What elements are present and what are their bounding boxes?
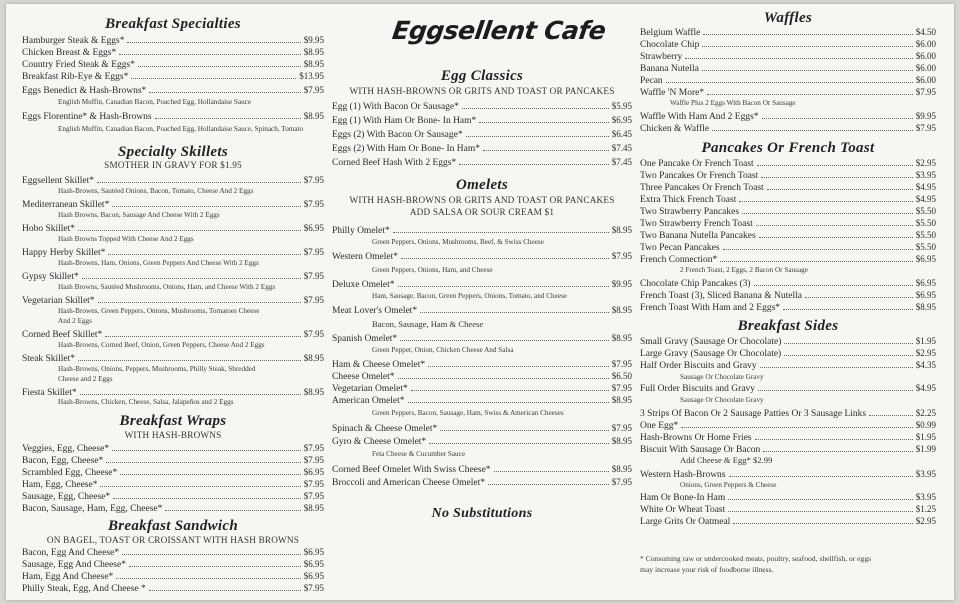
menu-item: Bacon, Egg And Cheese* $6.95	[22, 547, 324, 558]
menu-item: Two Banana Nutella Pancakes $5.50	[640, 230, 936, 241]
item-description: Hash-Browns, Chicken, Cheese, Salsa, Jalapeños and 2 Eggs	[58, 398, 234, 406]
item-description: 2 French Toast, 2 Eggs, 2 Bacon Or Sausage	[680, 266, 808, 274]
menu-item: Large Grits Or Oatmeal $2.95	[640, 516, 936, 527]
menu-item: Eggs Florentine* & Hash-Browns $8.95	[22, 111, 324, 122]
menu-item: White Or Wheat Toast $1.25	[640, 504, 936, 515]
menu-item: 3 Strips Of Bacon Or 2 Sausage Patties Or 3 Sausage Links $2.25	[640, 408, 936, 419]
menu-item: Eggs (2) With Ham Or Bone- In Ham* $7.45	[332, 143, 632, 154]
item-description: Hash-Browns, Sautéed Onions, Bacon, Tomato, Cheese And 2 Eggs	[58, 187, 254, 195]
menu-item: Pecan $6.00	[640, 75, 936, 86]
menu-item: Eggs (2) With Bacon Or Sausage* $6.45	[332, 129, 632, 140]
menu-item: Two Strawberry French Toast $5.50	[640, 218, 936, 229]
item-description: Ham, Sausage, Bacon, Green Peppers, Onions, Tomato, and Cheese	[372, 292, 567, 300]
menu-item: French Toast (3), Sliced Banana & Nutella $6.95	[640, 290, 936, 301]
item-description: English Muffin, Canadian Bacon, Poached Egg, Hollandaise Sauce	[58, 98, 252, 106]
section-subtitle: ADD SALSA OR SOUR CREAM $1	[409, 207, 555, 217]
item-description: Hash-Browns, Corned Beef, Onion, Green Peppers, Cheese And 2 Eggs	[58, 341, 265, 349]
item-description: Hash-Browns, Ham, Onions, Green Peppers And Cheese With 2 Eggs	[58, 259, 259, 267]
menu-item: Spanish Omelet* $8.95	[332, 333, 632, 344]
item-description: Green Peppers, Bacon, Sausage, Ham, Swiss & American Cheeses	[372, 409, 564, 417]
section-subtitle: WITH HASH-BROWNS	[124, 430, 222, 440]
menu-item: Eggsellent Skillet* $7.95	[22, 175, 324, 186]
item-description: And 2 Eggs	[58, 317, 92, 325]
menu-item: Ham, Egg And Cheese* $6.95	[22, 571, 324, 582]
menu-item: Belgium Waffle $4.50	[640, 27, 936, 38]
section-title-breakfast-wraps: Breakfast Wraps	[119, 413, 227, 429]
menu-item: Deluxe Omelet* $9.95	[332, 279, 632, 290]
item-description: English Muffin, Canadian Bacon, Poached Egg, Hollandaise Sauce, Spinach, Tomato	[58, 125, 304, 133]
item-description: Hash Browns, Sautéed Mushrooms, Onions, Ham, and Cheese With 2 Eggs	[58, 283, 276, 291]
item-description: Hash-Browns, Onions, Peppers, Mushrooms, Philly Steak, Shredded	[58, 365, 256, 373]
item-description: Sausage Or Chocolate Gravy	[680, 373, 764, 381]
menu-item: Fiesta Skillet* $8.95	[22, 387, 324, 398]
section-title-omelets: Omelets	[455, 177, 509, 193]
menu-item: Waffle With Ham And 2 Eggs* $9.95	[640, 111, 936, 122]
menu-item: Chocolate Chip $6.00	[640, 39, 936, 50]
menu-item: Waffle 'N More* $7.95	[640, 87, 936, 98]
menu-item: French Toast With Ham and 2 Eggs* $8.95	[640, 302, 936, 313]
section-subtitle: WITH HASH-BROWNS OR GRITS AND TOAST OR PANCAKES	[349, 195, 615, 205]
menu-item: Corned Beef Hash With 2 Eggs* $7.45	[332, 157, 632, 168]
menu-item: Two Strawberry Pancakes $5.50	[640, 206, 936, 217]
menu-item: Vegetarian Skillet* $7.95	[22, 295, 324, 306]
menu-item: Extra Thick French Toast $4.95	[640, 194, 936, 205]
menu-item: Egg (1) With Ham Or Bone- In Ham* $6.95	[332, 115, 632, 126]
menu-item: Two Pancakes Or French Toast $3.95	[640, 170, 936, 181]
menu-item: Strawberry $6.00	[640, 51, 936, 62]
menu-item: Western Hash-Browns $3.95	[640, 469, 936, 480]
menu-item: Chicken & Waffle $7.95	[640, 123, 936, 134]
disclaimer-line-2: may increase your risk of foodborne illness.	[640, 565, 774, 574]
menu-item: Vegetarian Omelet* $7.95	[332, 383, 632, 394]
menu-item: Cheese Omelet* $6.50	[332, 371, 632, 382]
disclaimer-line-1: * Consuming raw or undercooked meats, poultry, seafood, shellfish, or eggs	[640, 554, 872, 563]
menu-item: Small Gravy (Sausage Or Chocolate) $1.95	[640, 336, 936, 347]
item-description: Green Peppers, Onions, Ham, and Cheese	[372, 266, 493, 274]
section-title-breakfast-sandwich: Breakfast Sandwich	[107, 518, 238, 534]
menu-item: Eggs Benedict & Hash-Browns* $7.95	[22, 85, 324, 96]
menu-item: Biscuit With Sausage Or Bacon $1.99	[640, 444, 936, 455]
menu-item: One Pancake Or French Toast $2.95	[640, 158, 936, 169]
item-description: Green Peppers, Onions, Mushrooms, Beef, & Swiss Cheese	[372, 238, 544, 246]
item-description: Onions, Green Peppers & Cheese	[680, 481, 777, 489]
menu-item: Hobo Skillet* $6.95	[22, 223, 324, 234]
menu-item: Egg (1) With Bacon Or Sausage* $5.95	[332, 101, 632, 112]
menu-item: American Omelet* $8.95	[332, 395, 632, 406]
menu-item: Corned Beef Omelet With Swiss Cheese* $8.95	[332, 464, 632, 475]
section-subtitle: WITH HASH-BROWNS OR GRITS AND TOAST OR PANCAKES	[349, 86, 615, 96]
menu-item: Gyro & Cheese Omelet* $8.95	[332, 436, 632, 447]
menu-item: Sausage, Egg And Cheese* $6.95	[22, 559, 324, 570]
menu-item: Philly Omelet* $8.95	[332, 225, 632, 236]
menu-item: Western Omelet* $7.95	[332, 251, 632, 262]
menu-item: Banana Nutella $6.00	[640, 63, 936, 74]
menu-item: Bacon, Sausage, Ham, Egg, Cheese* $8.95	[22, 503, 324, 514]
menu-item: Sausage, Egg, Cheese* $7.95	[22, 491, 324, 502]
menu-item: Ham, Egg, Cheese* $7.95	[22, 479, 324, 490]
menu-item: Broccoli and American Cheese Omelet* $7.95	[332, 477, 632, 488]
menu-item: Scrambled Egg, Cheese* $6.95	[22, 467, 324, 478]
menu-item: Two Pecan Pancakes $5.50	[640, 242, 936, 253]
section-title-pancakes-french-toast: Pancakes Or French Toast	[701, 140, 875, 156]
section-title-breakfast-sides: Breakfast Sides	[737, 318, 839, 334]
menu-item: Mediterranean Skillet* $7.95	[22, 199, 324, 210]
menu-item: Breakfast Rib-Eye & Eggs* $13.95	[22, 71, 324, 82]
item-description: Hash Browns Topped With Cheese And 2 Eggs	[58, 235, 194, 243]
menu-item: Country Fried Steak & Eggs* $8.95	[22, 59, 324, 70]
no-substitutions-note: No Substitutions	[431, 506, 533, 521]
menu-item: One Egg* $0.99	[640, 420, 936, 431]
item-description: Add Cheese & Egg* $2.99	[680, 455, 773, 465]
section-subtitle: ON BAGEL, TOAST OR CROISSANT WITH HASH BROWNS	[46, 535, 300, 545]
section-title-egg-classics: Egg Classics	[440, 68, 524, 84]
menu-item: Ham Or Bone-In Ham $3.95	[640, 492, 936, 503]
item-description: Hash Browns, Bacon, Sausage And Cheese With 2 Eggs	[58, 211, 220, 219]
menu-item: Bacon, Egg, Cheese* $7.95	[22, 455, 324, 466]
menu-item: Full Order Biscuits and Gravy $4.95	[640, 383, 936, 394]
menu-item: French Connection* $6.95	[640, 254, 936, 265]
menu-item: Gypsy Skillet* $7.95	[22, 271, 324, 282]
menu-item: Steak Skillet* $8.95	[22, 353, 324, 364]
menu-item: Half Order Biscuits and Gravy $4.35	[640, 360, 936, 371]
menu-item: Veggies, Egg, Cheese* $7.95	[22, 443, 324, 454]
menu-item: Hamburger Steak & Eggs* $9.95	[22, 35, 324, 46]
menu-item: Three Pancakes Or French Toast $4.95	[640, 182, 936, 193]
cafe-logo-title: Eggsellent Cafe	[390, 16, 608, 45]
menu-item: Spinach & Cheese Omelet* $7.95	[332, 423, 632, 434]
item-description: Cheese and 2 Eggs	[58, 375, 113, 383]
menu-item: Ham & Cheese Omelet* $7.95	[332, 359, 632, 370]
menu-item: Large Gravy (Sausage Or Chocolate) $2.95	[640, 348, 936, 359]
menu-item: Happy Herby Skillet* $7.95	[22, 247, 324, 258]
item-description: Waffle Plus 2 Eggs With Bacon Or Sausage	[670, 99, 796, 107]
section-title-breakfast-specialties: Breakfast Specialties	[105, 16, 241, 32]
menu-item: Corned Beef Skillet* $7.95	[22, 329, 324, 340]
item-description: Hash-Browns, Green Peppers, Onions, Mushrooms, Tomatoes Cheese	[58, 307, 260, 315]
section-title-specialty-skillets: Specialty Skillets	[118, 144, 228, 160]
section-subtitle: SMOTHER IN GRAVY FOR $1.95	[104, 160, 242, 170]
item-description: Feta Cheese & Cucumber Sauce	[372, 450, 466, 458]
section-title-waffles: Waffles	[763, 10, 813, 26]
menu-item: Chocolate Chip Pancakes (3) $6.95	[640, 278, 936, 289]
menu-item: Philly Steak, Egg, And Cheese * $7.95	[22, 583, 324, 594]
menu-item: Chicken Breast & Eggs* $8.95	[22, 47, 324, 58]
menu-item: Meat Lover's Omelet* $8.95	[332, 305, 632, 316]
item-description: Green Pepper, Onion, Chicken Cheese And Salsa	[372, 346, 514, 354]
menu-board	[6, 4, 954, 600]
item-description: Bacon, Sausage, Ham & Cheese	[372, 319, 484, 329]
item-description: Sausage Or Chocolate Gravy	[680, 396, 764, 404]
menu-item: Hash-Browns Or Home Fries $1.95	[640, 432, 936, 443]
